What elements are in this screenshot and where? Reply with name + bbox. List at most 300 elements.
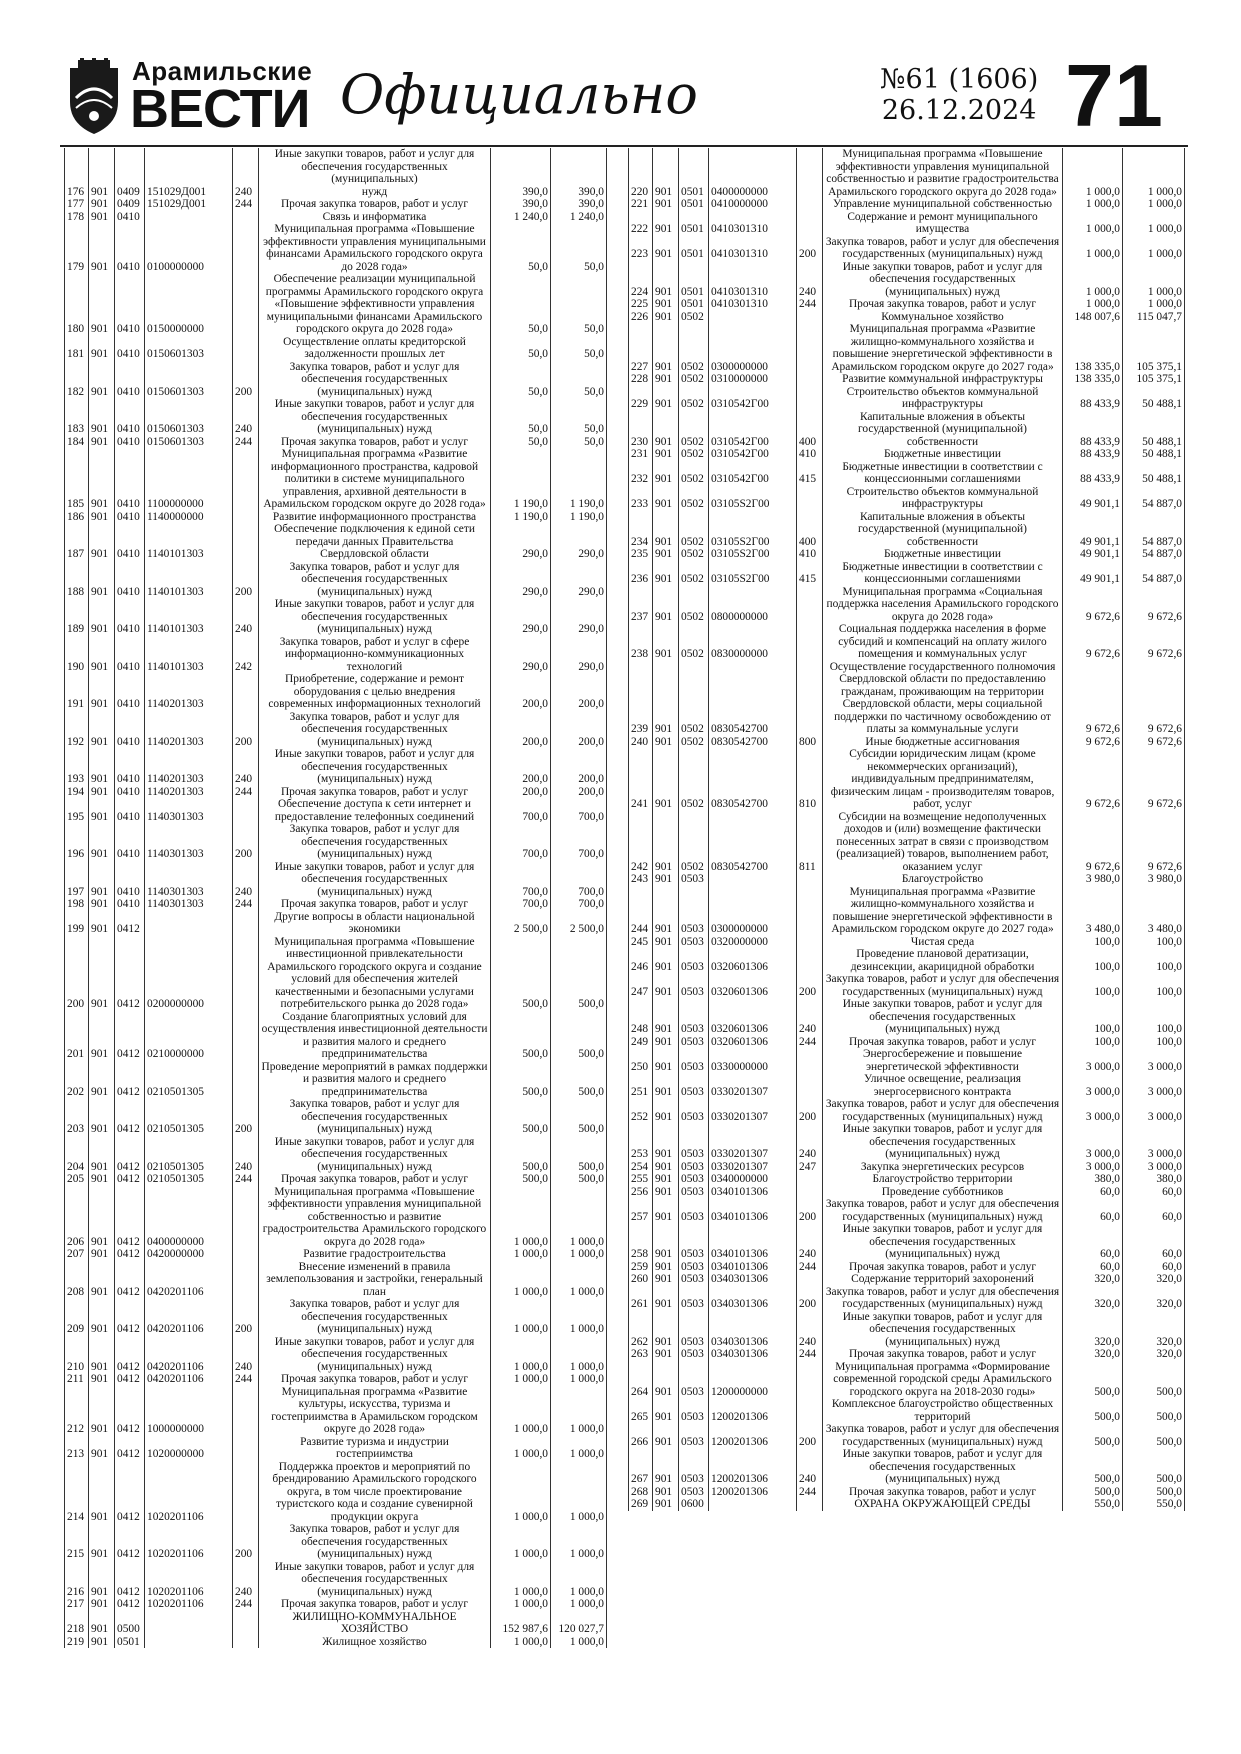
- table-row: [65, 1136, 607, 1174]
- description: Коммунальное хозяйство: [823, 311, 1063, 324]
- ministry-code: 901: [653, 211, 679, 236]
- amount-2025: 390,0: [491, 186, 551, 199]
- target-code: [709, 311, 797, 324]
- row-number: 194: [65, 786, 89, 799]
- target-code: 03105S2Г00: [709, 561, 797, 586]
- table-row: [629, 886, 1185, 936]
- ministry-code: 901: [653, 298, 679, 311]
- amount-2025: 290,0: [491, 598, 551, 636]
- expense-type: 240: [233, 1136, 259, 1174]
- amount-2025: 3 980,0: [1063, 873, 1123, 886]
- description: Иные закупки товаров, работ и услуг для обеспечения государственных (муниципальных) нужд: [259, 861, 491, 899]
- row-number: 218: [65, 1611, 89, 1636]
- amount-2025: 700,0: [491, 861, 551, 899]
- ministry-code: 901: [653, 1261, 679, 1274]
- description: Муниципальная программа «Повышение эффективности управления муниципальной собственностью и развитие градостроительства Арамильского городского округа до 2028 года»: [259, 1186, 491, 1249]
- expense-type: 244: [797, 298, 823, 311]
- table-row: [629, 211, 1185, 236]
- section-code: 0410: [115, 748, 145, 786]
- section-code: 0410: [115, 336, 145, 361]
- description: Субсидии на возмещение недополученных доходов и (или) возмещение фактически понесенных затрат в связи с производством (реализацией) товаров, выполнением работ, оказанием услуг: [823, 811, 1063, 874]
- ministry-code: 901: [89, 223, 115, 273]
- ministry-code: 901: [653, 148, 679, 198]
- amount-2026: 54 887,0: [1123, 486, 1185, 511]
- expense-type: [797, 623, 823, 661]
- description: Поддержка проектов и мероприятий по брендированию Арамильского городского округа, в том числе проектирование туристского кода и создание сувенирной продукции округа: [259, 1461, 491, 1524]
- amount-2025: 200,0: [491, 711, 551, 749]
- amount-2026: 290,0: [551, 636, 607, 674]
- expense-type: 800: [797, 736, 823, 749]
- amount-2026: 54 887,0: [1123, 511, 1185, 549]
- brand-name-top: Арамильские: [132, 56, 313, 86]
- target-code: 0410301310: [709, 298, 797, 311]
- ministry-code: 901: [89, 636, 115, 674]
- table-row: [629, 448, 1185, 461]
- section-code: 0502: [679, 386, 709, 411]
- section-code: 0503: [679, 998, 709, 1036]
- amount-2025: 200,0: [491, 786, 551, 799]
- target-code: 1200000000: [709, 1361, 797, 1399]
- row-number: 197: [65, 861, 89, 899]
- section-code: 0412: [115, 1011, 145, 1061]
- section-code: 0502: [679, 411, 709, 449]
- description: Закупка товаров, работ и услуг для обеспечения государственных (муниципальных) нужд: [823, 973, 1063, 998]
- ministry-code: 901: [653, 198, 679, 211]
- row-number: 179: [65, 223, 89, 273]
- amount-2026: 500,0: [1123, 1398, 1185, 1423]
- expense-type: [233, 448, 259, 511]
- amount-2025: 60,0: [1063, 1186, 1123, 1199]
- description: Иные закупки товаров, работ и услуг для обеспечения государственных (муниципальных) нужд: [259, 748, 491, 786]
- table-row: [629, 811, 1185, 874]
- amount-2025: 3 000,0: [1063, 1073, 1123, 1098]
- row-number: 248: [629, 998, 653, 1036]
- row-number: 202: [65, 1061, 89, 1099]
- row-number: 204: [65, 1136, 89, 1174]
- amount-2026: 54 887,0: [1123, 561, 1185, 586]
- ministry-code: 901: [653, 448, 679, 461]
- description: Муниципальная программа «Развитие жилищно-коммунального хозяйства и повышение энергетической эффективности в Арамильском городском округе до 2027 года»: [823, 323, 1063, 373]
- row-number: 268: [629, 1486, 653, 1499]
- row-number: 246: [629, 948, 653, 973]
- amount-2025: 320,0: [1063, 1348, 1123, 1361]
- ministry-code: 901: [89, 1298, 115, 1336]
- target-code: [145, 148, 233, 186]
- amount-2026: 500,0: [551, 936, 607, 1011]
- target-code: [145, 1636, 233, 1649]
- target-code: 0310542Г00: [709, 411, 797, 449]
- amount-2025: 50,0: [491, 398, 551, 436]
- target-code: 0320601306: [709, 973, 797, 998]
- target-code: [709, 1498, 797, 1511]
- table-row: [629, 873, 1185, 886]
- amount-2026: 100,0: [1123, 936, 1185, 949]
- expense-type: 200: [797, 973, 823, 998]
- ministry-code: 901: [89, 898, 115, 911]
- target-code: 0320601306: [709, 1036, 797, 1049]
- amount-2025: 152 987,6: [491, 1611, 551, 1636]
- description: Закупка товаров, работ и услуг для обеспечения государственных (муниципальных) нужд: [259, 1523, 491, 1561]
- budget-table-left-column: [64, 148, 606, 1648]
- target-code: 03105S2Г00: [709, 511, 797, 549]
- expense-type: [233, 911, 259, 936]
- target-code: 0100000000: [145, 223, 233, 273]
- amount-2026: 105 375,1: [1123, 323, 1185, 373]
- target-code: [145, 1611, 233, 1636]
- ministry-code: 901: [653, 1348, 679, 1361]
- ministry-code: 901: [653, 236, 679, 261]
- target-code: 0410301310: [709, 236, 797, 261]
- description: Бюджетные инвестиции в соответствии с концессионными соглашениями: [823, 561, 1063, 586]
- amount-2026: 1 000,0: [1123, 236, 1185, 261]
- expense-type: 200: [233, 1523, 259, 1561]
- description: нужд: [259, 186, 491, 199]
- description: Иные закупки товаров, работ и услуг для обеспечения государственных (муниципальных) нужд: [823, 998, 1063, 1036]
- target-code: 1140201303: [145, 748, 233, 786]
- table-row: [65, 861, 607, 899]
- expense-type: 240: [797, 261, 823, 299]
- description: Иные закупки товаров, работ и услуг для обеспечения государственных (муниципальных) нужд: [259, 598, 491, 636]
- expense-type: 244: [797, 1486, 823, 1499]
- table-row: [629, 1123, 1185, 1161]
- ministry-code: 901: [653, 586, 679, 624]
- amount-2025: 3 000,0: [1063, 1048, 1123, 1073]
- table-row: [629, 1261, 1185, 1274]
- target-code: 1140201303: [145, 711, 233, 749]
- expense-type: [797, 1361, 823, 1399]
- expense-type: 240: [233, 598, 259, 636]
- table-row: [65, 898, 607, 911]
- description: Закупка товаров, работ и услуг для обеспечения государственных (муниципальных) нужд: [259, 823, 491, 861]
- amount-2025: 60,0: [1063, 1223, 1123, 1261]
- section-code: 0503: [679, 873, 709, 886]
- ministry-code: 901: [89, 1261, 115, 1299]
- expense-type: 247: [797, 1161, 823, 1174]
- amount-2026: 290,0: [551, 561, 607, 599]
- amount-2025: 1 000,0: [491, 1461, 551, 1524]
- amount-2026: 50 488,1: [1123, 448, 1185, 461]
- target-code: 0830542700: [709, 661, 797, 736]
- table-row: [65, 361, 607, 399]
- budget-table-right-column: [628, 148, 1184, 1511]
- expense-type: 244: [233, 1373, 259, 1386]
- description: Прочая закупка товаров, работ и услуг: [259, 786, 491, 799]
- ministry-code: 901: [89, 1523, 115, 1561]
- expense-type: 242: [233, 636, 259, 674]
- target-code: 0330201307: [709, 1073, 797, 1098]
- description: Капитальные вложения в объекты государственной (муниципальной) собственности: [823, 511, 1063, 549]
- amount-2025: 1 000,0: [491, 1598, 551, 1611]
- expense-type: [233, 1261, 259, 1299]
- table-row: [65, 1261, 607, 1299]
- row-number: 211: [65, 1373, 89, 1386]
- amount-2026: 200,0: [551, 748, 607, 786]
- amount-2025: 100,0: [1063, 973, 1123, 998]
- row-number: 190: [65, 636, 89, 674]
- table-row: [65, 336, 607, 361]
- row-number: 210: [65, 1336, 89, 1374]
- expense-type: [797, 1173, 823, 1186]
- budget-table-right-body: [629, 148, 1185, 1511]
- row-number: 247: [629, 973, 653, 998]
- amount-2026: 105 375,1: [1123, 373, 1185, 386]
- description: Капитальные вложения в объекты государственной (муниципальной) собственности: [823, 411, 1063, 449]
- amount-2025: 320,0: [1063, 1311, 1123, 1349]
- section-code: 0410: [115, 523, 145, 561]
- amount-2026: 1 000,0: [551, 1436, 607, 1461]
- row-number: 244: [629, 886, 653, 936]
- expense-type: [797, 198, 823, 211]
- section-code: 0501: [679, 148, 709, 198]
- description: Прочая закупка товаров, работ и услуг: [823, 1486, 1063, 1499]
- description: Внесение изменений в правила землепользования и застройки, генеральный план: [259, 1261, 491, 1299]
- ministry-code: 901: [653, 311, 679, 324]
- target-code: 0310542Г00: [709, 448, 797, 461]
- description: Содержание территорий захоронений: [823, 1273, 1063, 1286]
- target-code: 0410301310: [709, 261, 797, 299]
- expense-type: [797, 886, 823, 936]
- ministry-code: 901: [89, 1098, 115, 1136]
- target-code: 0340101306: [709, 1223, 797, 1261]
- amount-2026: 3 000,0: [1123, 1048, 1185, 1073]
- table-row: [65, 911, 607, 936]
- expense-type: 240: [233, 748, 259, 786]
- amount-2026: 120 027,7: [551, 1611, 607, 1636]
- expense-type: [797, 148, 823, 198]
- table-row: [629, 198, 1185, 211]
- table-row: [65, 1098, 607, 1136]
- amount-2026: 1 000,0: [551, 1598, 607, 1611]
- amount-2025: 9 672,6: [1063, 586, 1123, 624]
- target-code: 0210501305: [145, 1173, 233, 1186]
- description: Закупка товаров, работ и услуг для обеспечения государственных (муниципальных) нужд: [259, 711, 491, 749]
- amount-2025: 500,0: [491, 1098, 551, 1136]
- target-code: 03105S2Г00: [709, 548, 797, 561]
- masthead: [60, 46, 1190, 145]
- ministry-code: 901: [89, 1561, 115, 1599]
- description: Иные закупки товаров, работ и услуг для обеспечения государственных (муниципальных) нужд: [259, 1336, 491, 1374]
- amount-2026: 60,0: [1123, 1261, 1185, 1274]
- amount-2026: [551, 148, 607, 186]
- expense-type: [233, 1248, 259, 1261]
- amount-2026: 200,0: [551, 786, 607, 799]
- amount-2025: 1 000,0: [491, 1336, 551, 1374]
- section-code: 0503: [679, 1186, 709, 1199]
- amount-2026: 50,0: [551, 436, 607, 449]
- amount-2025: 1 000,0: [491, 1298, 551, 1336]
- description: Иные закупки товаров, работ и услуг для обеспечения государственных (муниципальных) нужд: [823, 1311, 1063, 1349]
- expense-type: [233, 148, 259, 186]
- amount-2025: 290,0: [491, 523, 551, 561]
- expense-type: 200: [233, 361, 259, 399]
- expense-type: 415: [797, 461, 823, 486]
- target-code: 0210501305: [145, 1136, 233, 1174]
- row-number: 252: [629, 1098, 653, 1123]
- amount-2026: 500,0: [551, 1136, 607, 1174]
- expense-type: [233, 1436, 259, 1461]
- section-code: 0412: [115, 936, 145, 1011]
- expense-type: 240: [797, 1223, 823, 1261]
- expense-type: 200: [797, 236, 823, 261]
- table-row: [629, 1173, 1185, 1186]
- description: Прочая закупка товаров, работ и услуг: [823, 298, 1063, 311]
- expense-type: 244: [233, 1598, 259, 1611]
- table-row: [629, 561, 1185, 586]
- row-number: 195: [65, 798, 89, 823]
- target-code: 0310542Г00: [709, 386, 797, 411]
- row-number: 221: [629, 198, 653, 211]
- amount-2025: 500,0: [1063, 1448, 1123, 1486]
- expense-type: 200: [233, 1098, 259, 1136]
- row-number: 177: [65, 198, 89, 211]
- ministry-code: 901: [653, 1161, 679, 1174]
- row-number: 178: [65, 211, 89, 224]
- expense-type: [797, 1273, 823, 1286]
- row-number: 222: [629, 211, 653, 236]
- section-code: 0502: [679, 748, 709, 811]
- expense-type: [233, 273, 259, 336]
- target-code: 0340301306: [709, 1273, 797, 1286]
- description: Закупка товаров, работ и услуг для обеспечения государственных (муниципальных) нужд: [823, 236, 1063, 261]
- table-row: [65, 748, 607, 786]
- issue-date: 26.12.2024: [881, 95, 1037, 126]
- row-number: 182: [65, 361, 89, 399]
- target-code: 0300000000: [709, 886, 797, 936]
- expense-type: 200: [233, 1298, 259, 1336]
- target-code: 0830542700: [709, 736, 797, 749]
- description: Другие вопросы в области национальной экономики: [259, 911, 491, 936]
- table-row: [65, 436, 607, 449]
- expense-type: [233, 1386, 259, 1436]
- section-code: 0410: [115, 273, 145, 336]
- description: Закупка энергетических ресурсов: [823, 1161, 1063, 1174]
- description: ОХРАНА ОКРУЖАЮЩЕЙ СРЕДЫ: [823, 1498, 1063, 1511]
- expense-type: 200: [233, 823, 259, 861]
- expense-type: [797, 486, 823, 511]
- ministry-code: 901: [89, 673, 115, 711]
- ministry-code: 901: [653, 261, 679, 299]
- amount-2025: 50,0: [491, 436, 551, 449]
- amount-2026: 3 480,0: [1123, 886, 1185, 936]
- row-number: 216: [65, 1561, 89, 1599]
- section-code: 0503: [679, 1123, 709, 1161]
- target-code: [145, 211, 233, 224]
- amount-2026: 1 000,0: [551, 1461, 607, 1524]
- section-code: 0410: [115, 598, 145, 636]
- section-code: 0503: [679, 1036, 709, 1049]
- table-row: [65, 936, 607, 1011]
- row-number: 245: [629, 936, 653, 949]
- row-number: 230: [629, 411, 653, 449]
- row-number: 267: [629, 1448, 653, 1486]
- target-code: 0420201106: [145, 1298, 233, 1336]
- row-number: 236: [629, 561, 653, 586]
- table-row: [65, 598, 607, 636]
- amount-2026: 390,0: [551, 198, 607, 211]
- description: Бюджетные инвестиции: [823, 448, 1063, 461]
- section-title: Официально: [340, 63, 698, 126]
- description: Закупка товаров, работ и услуг для обеспечения государственных (муниципальных) нужд: [823, 1423, 1063, 1448]
- ministry-code: 901: [653, 1448, 679, 1486]
- ministry-code: 901: [653, 1311, 679, 1349]
- amount-2026: 50 488,1: [1123, 461, 1185, 486]
- expense-type: [797, 873, 823, 886]
- description: Муниципальная программа «Развитие жилищно-коммунального хозяйства и повышение энергетической эффективности в Арамильском городском округе до 2027 года»: [823, 886, 1063, 936]
- row-number: 261: [629, 1286, 653, 1311]
- row-number: 199: [65, 911, 89, 936]
- ministry-code: 901: [653, 1036, 679, 1049]
- table-row: [65, 148, 607, 186]
- row-number: 189: [65, 598, 89, 636]
- amount-2025: 100,0: [1063, 998, 1123, 1036]
- description: Развитие туризма и индустрии гостеприимства: [259, 1436, 491, 1461]
- row-number: 262: [629, 1311, 653, 1349]
- target-code: 1200201306: [709, 1398, 797, 1423]
- section-code: [115, 148, 145, 186]
- row-number: 215: [65, 1523, 89, 1561]
- table-row: [65, 1611, 607, 1636]
- section-code: 0502: [679, 373, 709, 386]
- section-code: 0503: [679, 886, 709, 936]
- budget-table-left-body: [65, 148, 607, 1648]
- table-row: [629, 1398, 1185, 1423]
- expense-type: [233, 336, 259, 361]
- description: Развитие информационного пространства: [259, 511, 491, 524]
- table-row: [65, 1061, 607, 1099]
- description: Обеспечение доступа к сети интернет и предоставление телефонных соединений: [259, 798, 491, 823]
- amount-2026: 115 047,7: [1123, 311, 1185, 324]
- amount-2026: 9 672,6: [1123, 661, 1185, 736]
- expense-type: 240: [797, 998, 823, 1036]
- description: Прочая закупка товаров, работ и услуг: [259, 198, 491, 211]
- table-row: [65, 223, 607, 273]
- table-row: [629, 1186, 1185, 1199]
- expense-type: 400: [797, 411, 823, 449]
- ministry-code: 901: [653, 873, 679, 886]
- amount-2026: 500,0: [1123, 1361, 1185, 1399]
- amount-2025: 1 000,0: [1063, 148, 1123, 198]
- ministry-code: 901: [89, 1611, 115, 1636]
- section-code: 0502: [679, 311, 709, 324]
- section-code: 0412: [115, 1136, 145, 1174]
- description: Субсидии юридическим лицам (кроме некоммерческих организаций), индивидуальным предпринимателям, физическим лицам - производителям товаров, работ, услуг: [823, 748, 1063, 811]
- target-code: 0330201307: [709, 1098, 797, 1123]
- target-code: 1020201106: [145, 1598, 233, 1611]
- section-code: 0503: [679, 1286, 709, 1311]
- section-code: 0502: [679, 623, 709, 661]
- table-row: [629, 236, 1185, 261]
- table-row: [65, 1636, 607, 1649]
- ministry-code: [89, 148, 115, 186]
- section-code: 0502: [679, 323, 709, 373]
- section-code: 0410: [115, 398, 145, 436]
- expense-type: [797, 936, 823, 949]
- amount-2025: 1 190,0: [491, 511, 551, 524]
- table-row: [65, 448, 607, 511]
- section-code: 0410: [115, 898, 145, 911]
- amount-2025: 390,0: [491, 198, 551, 211]
- amount-2026: 1 190,0: [551, 511, 607, 524]
- row-number: 217: [65, 1598, 89, 1611]
- expense-type: [797, 1048, 823, 1073]
- table-row: [629, 1311, 1185, 1349]
- section-code: 0410: [115, 211, 145, 224]
- section-code: 0502: [679, 811, 709, 874]
- ministry-code: 901: [89, 211, 115, 224]
- expense-type: 200: [797, 1286, 823, 1311]
- section-code: 0503: [679, 948, 709, 973]
- section-code: 0501: [679, 198, 709, 211]
